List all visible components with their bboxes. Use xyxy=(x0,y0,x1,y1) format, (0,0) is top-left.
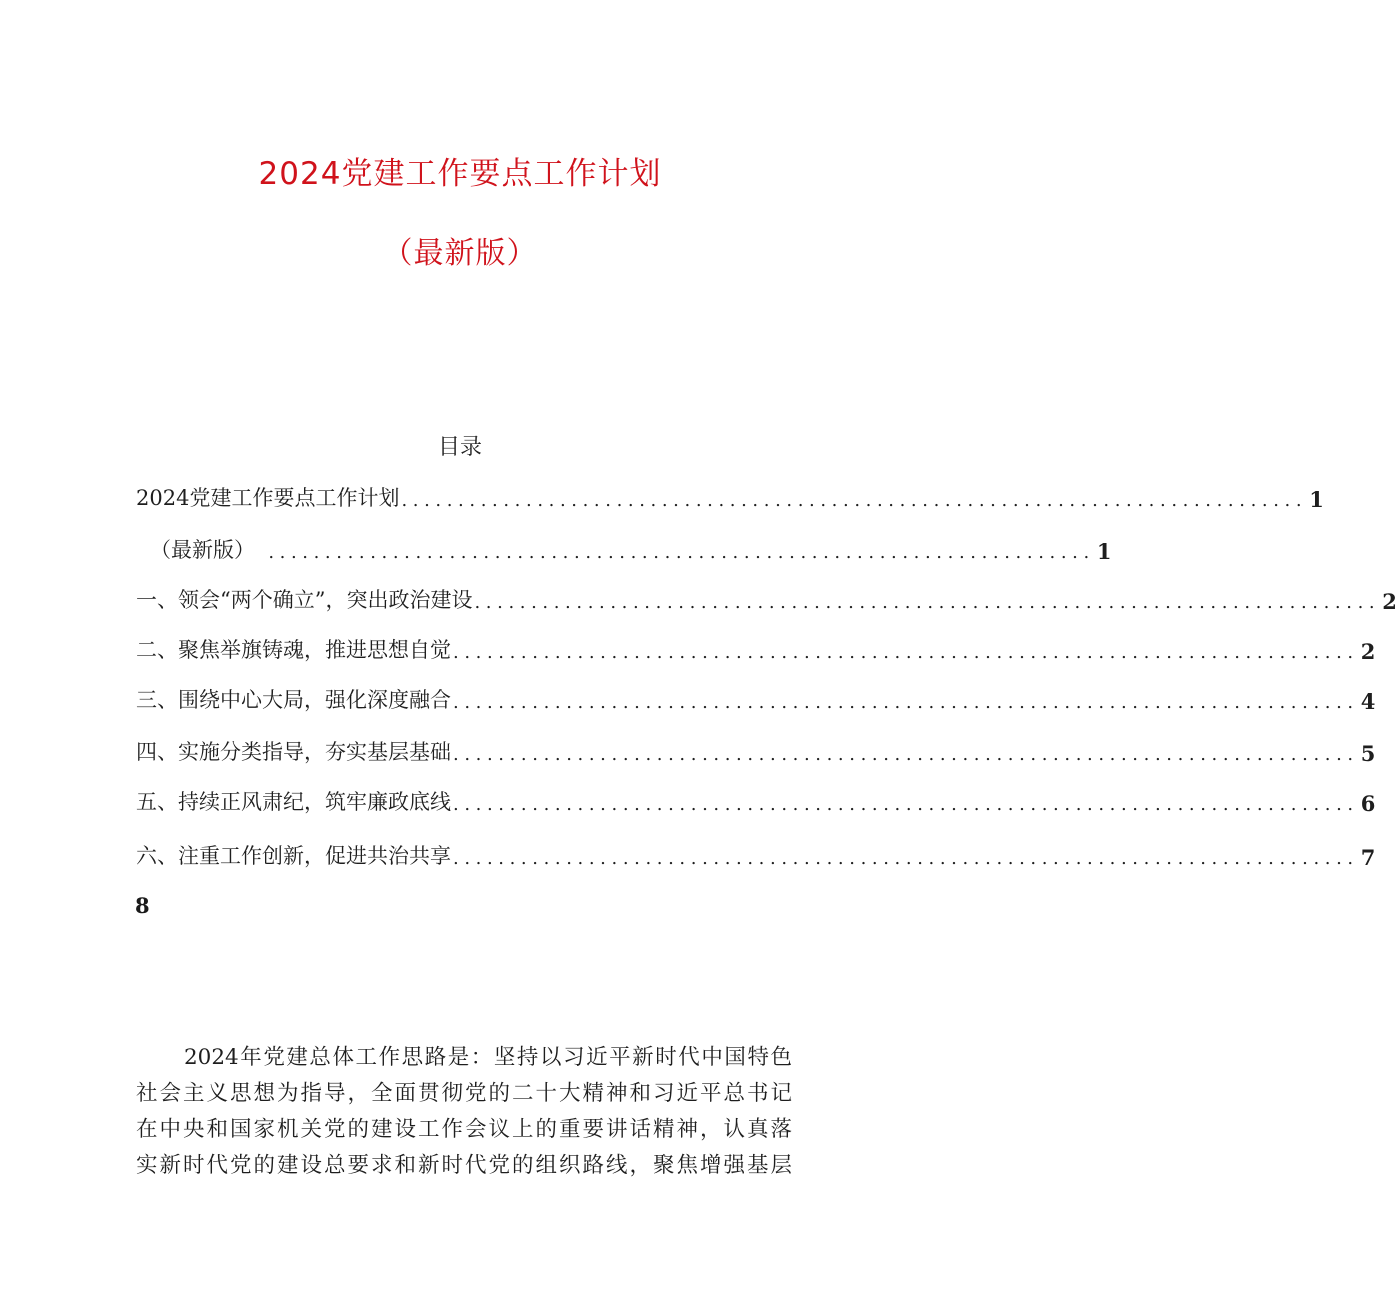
toc-entry-label: 六、注重工作创新，促进共治共享 xyxy=(136,844,451,868)
toc-entry[interactable] xyxy=(136,482,1324,512)
toc-entry[interactable] xyxy=(136,840,1376,870)
toc-entry-label: 一、领会“两个确立”，突出政治建设 xyxy=(136,588,473,612)
toc-entry-label: 四、实施分类指导，夯实基层基础 xyxy=(136,740,451,764)
toc-entry-label: 五、持续正风肃纪，筑牢廉政底线 xyxy=(136,790,451,814)
document-subtitle: （最新版） xyxy=(382,236,538,271)
toc-entry-page: 2 xyxy=(1382,589,1397,614)
toc-entry[interactable] xyxy=(136,634,1376,664)
toc-entry[interactable] xyxy=(150,534,1112,564)
toc-entry-page: 1 xyxy=(1096,539,1112,564)
toc-entry-label: （最新版） xyxy=(150,538,255,562)
toc-entry-page: 6 xyxy=(1360,791,1376,816)
toc-leader-dots: ................................................................................ xyxy=(453,848,1359,869)
toc-entry-label: 2024党建工作要点工作计划 xyxy=(136,486,400,510)
paragraph-line: 实新时代党的建设总要求和新时代党的组织路线，聚焦增强基层 xyxy=(136,1153,792,1178)
toc-entry[interactable] xyxy=(136,684,1376,714)
paragraph-line: 2024年党建总体工作思路是：坚持以习近平新时代中国特色 xyxy=(184,1045,792,1070)
toc-entry-page: 7 xyxy=(1360,845,1376,870)
toc-entry[interactable] xyxy=(136,786,1376,816)
toc-leader-dots: ................................................................................ xyxy=(453,744,1359,765)
toc-leader-dots: ................................................................................ xyxy=(453,794,1359,815)
toc-entry-page: 2 xyxy=(1360,639,1376,664)
toc-leader-dots: ................................................................................ xyxy=(453,692,1359,713)
toc-entry-page: 5 xyxy=(1360,741,1376,766)
toc-leader-dots: ................................................................................ xyxy=(401,490,1308,511)
toc-entry-label: 二、聚焦举旗铸魂，推进思想自觉 xyxy=(136,638,451,662)
toc-stray-page-number: 8 xyxy=(135,893,150,918)
toc-leader-dots: ................................................................................ xyxy=(474,592,1381,613)
toc-entry-label: 三、围绕中心大局，强化深度融合 xyxy=(136,688,451,712)
toc-entry-page: 1 xyxy=(1309,487,1324,512)
toc-entry-page: 4 xyxy=(1360,689,1376,714)
body-paragraph xyxy=(136,1040,792,1184)
paragraph-line: 社会主义思想为指导，全面贯彻党的二十大精神和习近平总书记 xyxy=(136,1081,792,1106)
toc-heading: 目录 xyxy=(437,435,482,460)
paragraph-line: 在中央和国家机关党的建设工作会议上的重要讲话精神，认真落 xyxy=(136,1117,792,1142)
document-title: 2024党建工作要点工作计划 xyxy=(258,156,662,192)
toc-entry[interactable] xyxy=(136,584,1397,614)
toc-leader-dots: ......................................................................... xyxy=(257,542,1095,563)
toc-entry[interactable] xyxy=(136,736,1376,766)
toc-leader-dots: ................................................................................ xyxy=(453,642,1359,663)
